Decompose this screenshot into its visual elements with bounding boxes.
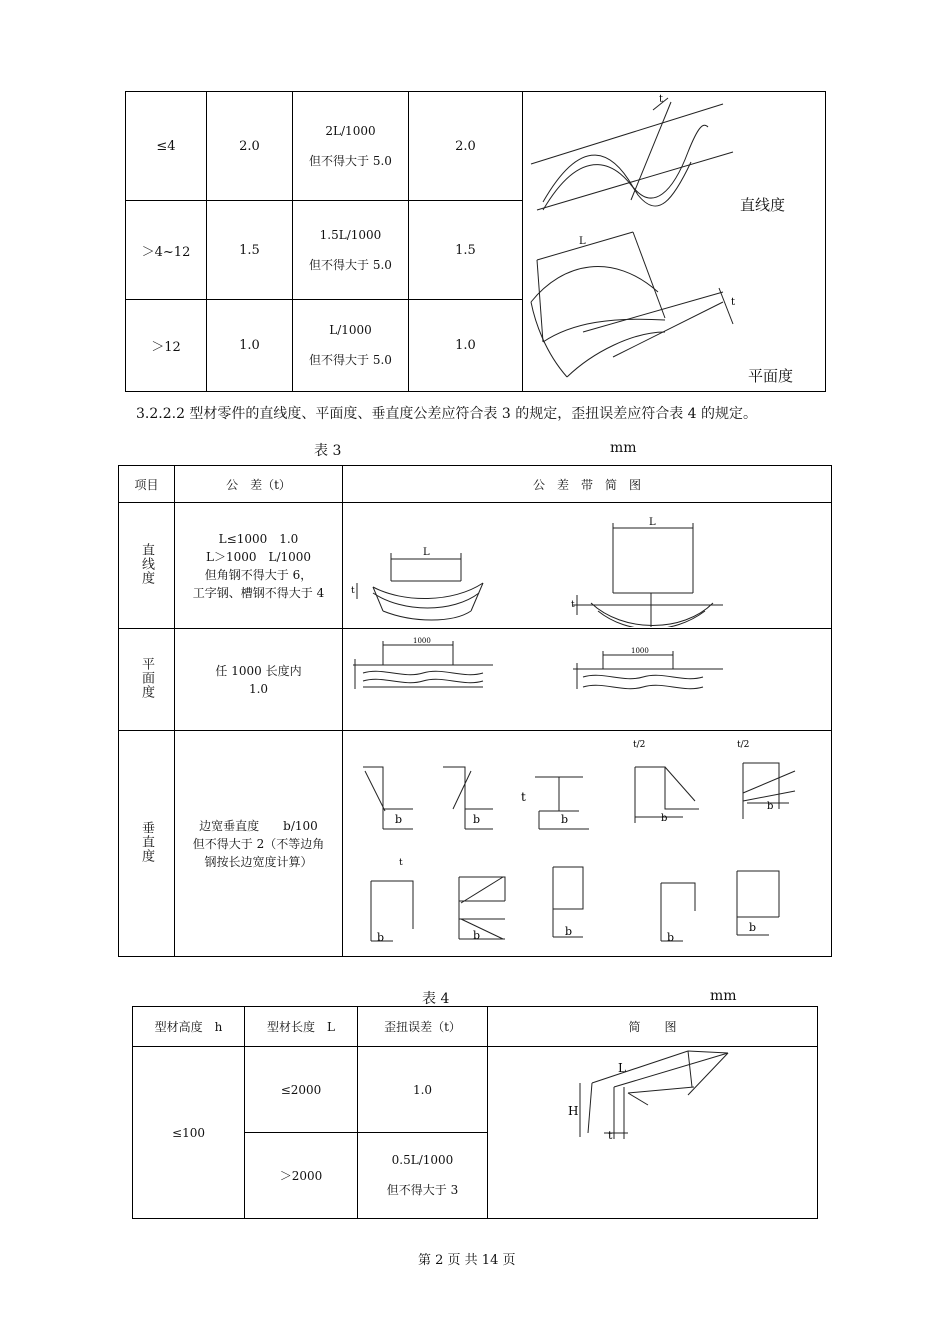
formula-text: 2L/1000 (325, 123, 376, 138)
tol-line: 1.0 (248, 681, 269, 696)
dim-b-label: b (667, 931, 675, 944)
dim-L-label: L (618, 1061, 626, 1075)
dim-b-label: b (661, 813, 668, 824)
tol-line: 任 1000 长度内 (215, 663, 302, 678)
row-item-straightness: 直线度 (119, 503, 175, 629)
straightness-diagram-cell (343, 503, 832, 629)
twist-diagram (488, 1047, 816, 1217)
dim-t-label: t (659, 94, 664, 105)
dim-t2-label: t/2 (737, 740, 750, 750)
twist-diagram-cell (488, 1047, 818, 1219)
dim-L-label: L (423, 547, 430, 558)
dim-b-label: b (473, 813, 481, 826)
top-tolerance-table (125, 91, 826, 392)
dim-H-label: H (568, 1104, 579, 1118)
header-tolerance: 公 差（t） (175, 466, 343, 503)
straightness-band-diagram (343, 503, 830, 627)
dim-b-label: b (749, 921, 757, 934)
dim-b-label: b (767, 801, 774, 812)
table4-caption: 表 4 (422, 991, 450, 1007)
tol-line: 但不得大于 2（不等边角 (192, 836, 325, 851)
header-figure: 简 图 (488, 1007, 818, 1047)
tol-line: L≤1000 1.0 (218, 531, 299, 546)
dim-t-label: t (399, 858, 403, 868)
dim-b-label: b (377, 931, 385, 944)
cell-height-value: ≤100 (133, 1047, 245, 1219)
cell-length: ≤2000 (245, 1047, 358, 1133)
tol-line: 边宽垂直度 b/100 (199, 818, 318, 833)
cell-size: ≤4 (126, 92, 207, 201)
row-item-flatness: 平面度 (119, 629, 175, 731)
perpendicularity-diagram-cell (343, 731, 832, 957)
header-height: 型材高度 h (133, 1007, 245, 1047)
page-footer: 第 2 页 共 14 页 (418, 1253, 516, 1268)
cell-value: 1.5 (207, 201, 293, 300)
cell-twist (358, 1133, 488, 1219)
tol-line: 工字钢、槽钢不得大于 4 (192, 585, 325, 600)
formula-text: 1.5L/1000 (319, 227, 382, 242)
twist-formula: 0.5L/1000 (391, 1153, 454, 1167)
limit-text: 但不得大于 5.0 (309, 353, 392, 367)
limit-text: 但不得大于 5.0 (309, 257, 392, 272)
dim-t-label: t (521, 790, 526, 804)
dim-b-label: b (561, 813, 569, 826)
cell-value: 1.0 (207, 300, 293, 392)
row-item-perpendicularity: 垂直度 (119, 731, 175, 957)
flatness-band-diagram (343, 629, 830, 729)
limit-text: 但不得大于 5.0 (309, 153, 392, 168)
dim-L-label: L (579, 236, 586, 247)
header-band-diagram: 公 差 带 简 图 (343, 466, 832, 503)
cell-twist: 1.0 (358, 1047, 488, 1133)
flatness-diagram-cell (343, 629, 832, 731)
straightness-flatness-diagram (523, 92, 824, 390)
clause-paragraph: 3.2.2.2 型材零件的直线度、平面度、垂直度公差应符合表 3 的规定，歪扭误差应符合表 4 的规定。 (136, 406, 758, 422)
twist-limit: 但不得大于 3 (386, 1183, 459, 1197)
cell-value: 2.0 (207, 92, 293, 201)
dim-L-label: L (649, 517, 656, 528)
dim-t-label: t (351, 586, 355, 596)
tol-line: 但角钢不得大于 6， (204, 567, 313, 582)
cell-formula (293, 92, 409, 201)
perpendicularity-band-diagram (343, 731, 830, 955)
tol-line: 钢按长边宽度计算） (204, 854, 313, 869)
dim-t-label: t (608, 1129, 613, 1142)
dim-b-label: b (565, 925, 573, 938)
cell-value: 2.0 (409, 92, 523, 201)
label-flatness: 平面度 (748, 367, 794, 385)
dim-1000-label: 1000 (413, 637, 431, 645)
perpendicularity-tolerance (175, 731, 343, 957)
cell-formula (293, 300, 409, 392)
label-straightness: 直线度 (740, 196, 786, 214)
straightness-tolerance (175, 503, 343, 629)
cell-length: ＞2000 (245, 1133, 358, 1219)
cell-size: ＞12 (126, 300, 207, 392)
dim-t-label: t (731, 297, 736, 308)
table3 (118, 465, 832, 957)
header-length: 型材长度 L (245, 1007, 358, 1047)
header-item: 项目 (119, 466, 175, 503)
table3-caption: 表 3 (314, 443, 342, 459)
cell-value: 1.5 (409, 201, 523, 300)
table4 (132, 1006, 818, 1219)
dim-t2-label: t/2 (633, 740, 646, 750)
tol-line: L＞1000 L/1000 (205, 549, 312, 564)
formula-text: L/1000 (329, 323, 372, 337)
top-diagram-cell (523, 92, 826, 392)
cell-size: ＞4~12 (126, 201, 207, 300)
dim-1000-label: 1000 (631, 647, 649, 655)
table3-unit: mm (610, 440, 637, 456)
dim-b-label: b (395, 813, 403, 826)
table4-unit: mm (710, 988, 737, 1004)
cell-value: 1.0 (409, 300, 523, 392)
cell-formula (293, 201, 409, 300)
dim-b-label: b (473, 929, 481, 942)
dim-t-label: t (571, 600, 575, 610)
flatness-tolerance (175, 629, 343, 731)
header-twist: 歪扭误差（t） (358, 1007, 488, 1047)
